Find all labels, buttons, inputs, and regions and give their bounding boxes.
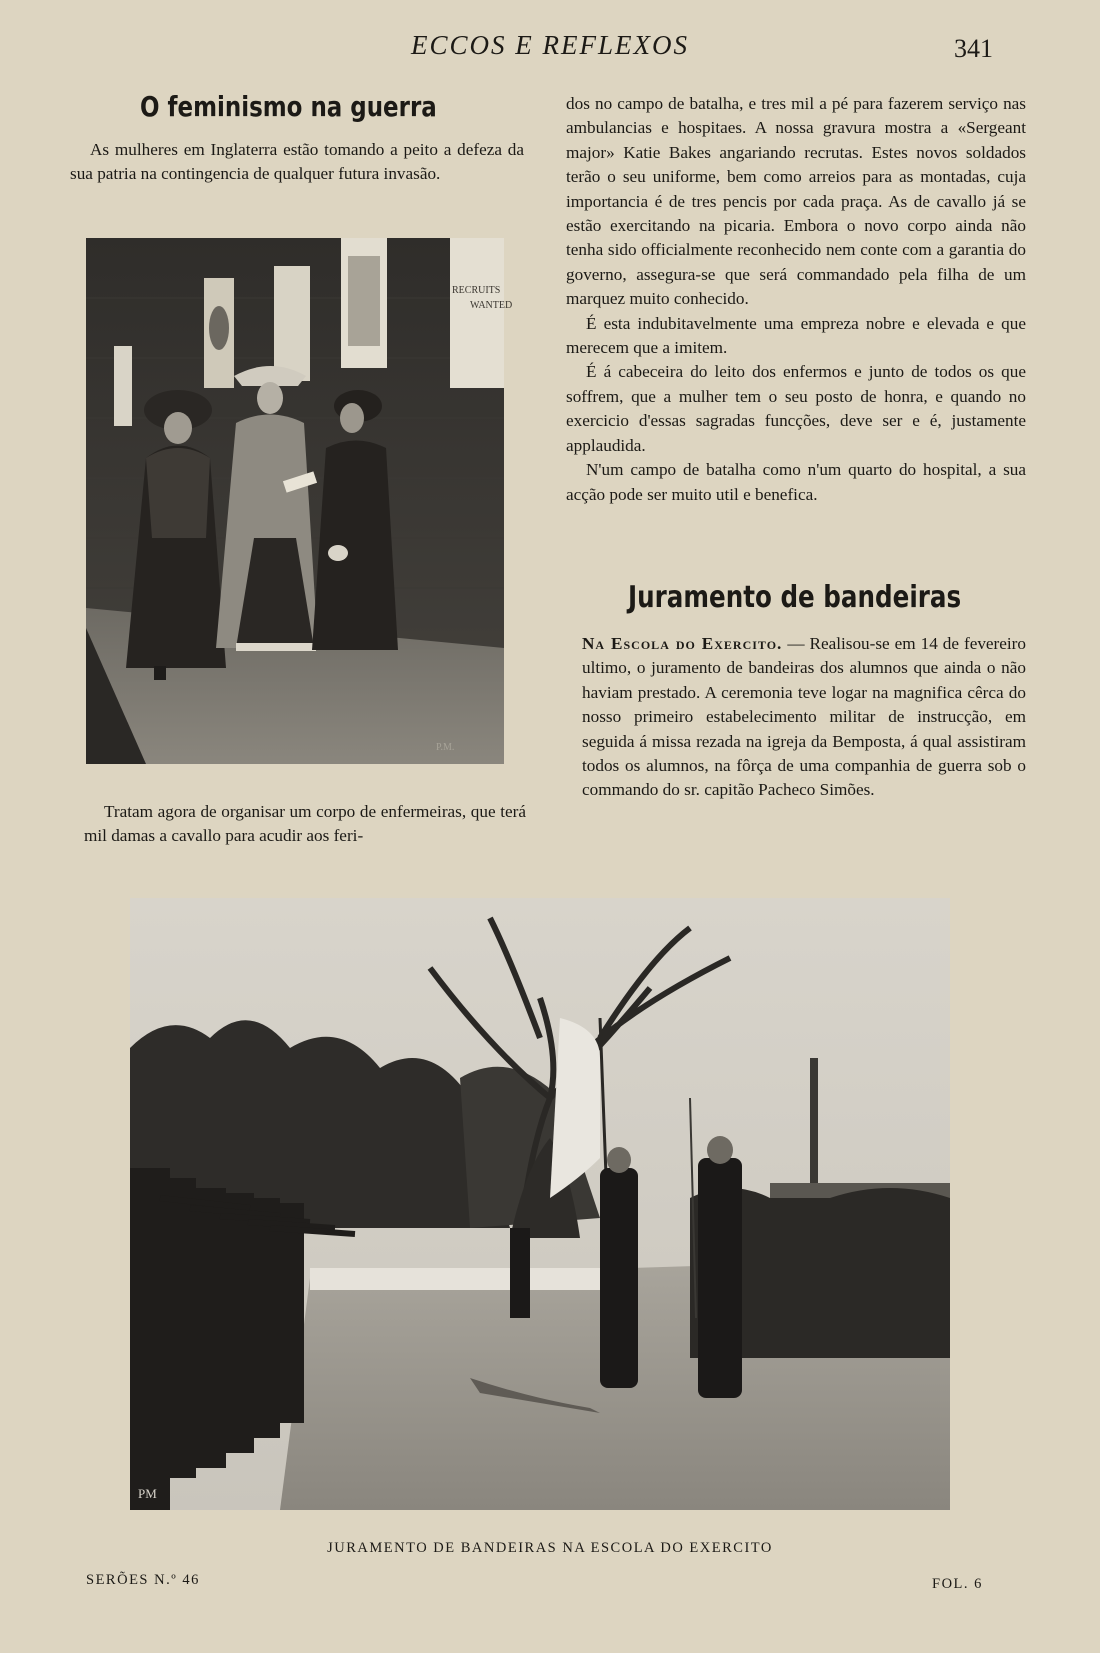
article-title-juramento: Juramento de bandeiras	[628, 580, 962, 615]
poster-text: RECRUITS	[452, 285, 501, 296]
article1-continuation-left	[84, 800, 526, 849]
footer-issue: SERÕES N.º 46	[86, 1572, 200, 1588]
photo-caption: JURAMENTO DE BANDEIRAS NA ESCOLA DO EXERCITO	[327, 1540, 773, 1556]
article1-paragraph-1: dos no campo de batalha, e tres mil a pé para fazerem serviço nas ambulancias e hospitaes. A nossa gravura mostra a «Sergeant major» Katie Bakes angariando recrutas. Estes novos soldados terão o seu uniforme, bem como arreios para as montadas, cuja importancia é de tres pencis por cada praça. As de cavallo já se estão exercitando na picaria. Embora o novo corpo ainda não tenha sido officialmente reconhecido nem conte com a garantia do governo, assegura-se que será commandado pela filha de um marquez muito conhecido.	[566, 94, 1026, 309]
svg-text:WANTED: WANTED	[470, 300, 513, 311]
article1-paragraph-3: É á cabeceira do leito dos enfermos e junto de todos os que soffrem, que a mulher tem o seu posto de honra, e quando no exercicio d'essas sagradas funcções, deve ser e é, justamente applaudida.	[566, 362, 1026, 455]
article1-paragraph-2: É esta indubitavelmente uma empreza nobre e elevada e que merecem que a imitem.	[566, 313, 1026, 358]
svg-text:PM: PM	[138, 1486, 157, 1501]
svg-text:P.M.: P.M.	[436, 742, 455, 753]
page-number: 341	[954, 34, 993, 63]
article2-body	[582, 632, 1026, 803]
photo-women-recruiting-illustration	[86, 238, 513, 764]
article-title-feminismo: O feminismo na guerra	[140, 90, 437, 123]
running-title: ECCOS E REFLEXOS	[411, 30, 689, 60]
article1-intro-text: As mulheres em Inglaterra estão tomando a peito a defeza da sua patria na contingencia de qualquer futura invasão.	[70, 140, 524, 184]
photo-flag-ceremony-illustration	[130, 898, 950, 1510]
photo-women-recruiting	[86, 238, 513, 764]
article1-body-right	[566, 92, 1026, 507]
footer-folio: FOL. 6	[932, 1576, 983, 1592]
article1-intro	[70, 138, 524, 187]
article2-text: — Realisou-se em 14 de fevereiro ultimo, o juramento de bandeiras dos alumnos que ainda o não haviam prestado. A ceremonia teve logar na magnifica cêrca do nosso primeiro estabelecimento militar de instrucção, em seguida á missa rezada na igreja da Bemposta, á qual assistiram todos os alumnos, na fôrça de uma companhia de guerra sob o commando do sr. capitão Pacheco Simões.	[582, 634, 1026, 800]
photo-flag-ceremony	[130, 898, 950, 1510]
article1-continuation-text: Tratam agora de organisar um corpo de enfermeiras, que terá mil damas a cavallo para acudir aos feri-	[84, 802, 526, 846]
article1-paragraph-4: N'um campo de batalha como n'um quarto do hospital, a sua acção pode ser muito util e benefica.	[566, 460, 1026, 504]
article2-lead-in: Na Escola do Exercito.	[582, 634, 783, 653]
